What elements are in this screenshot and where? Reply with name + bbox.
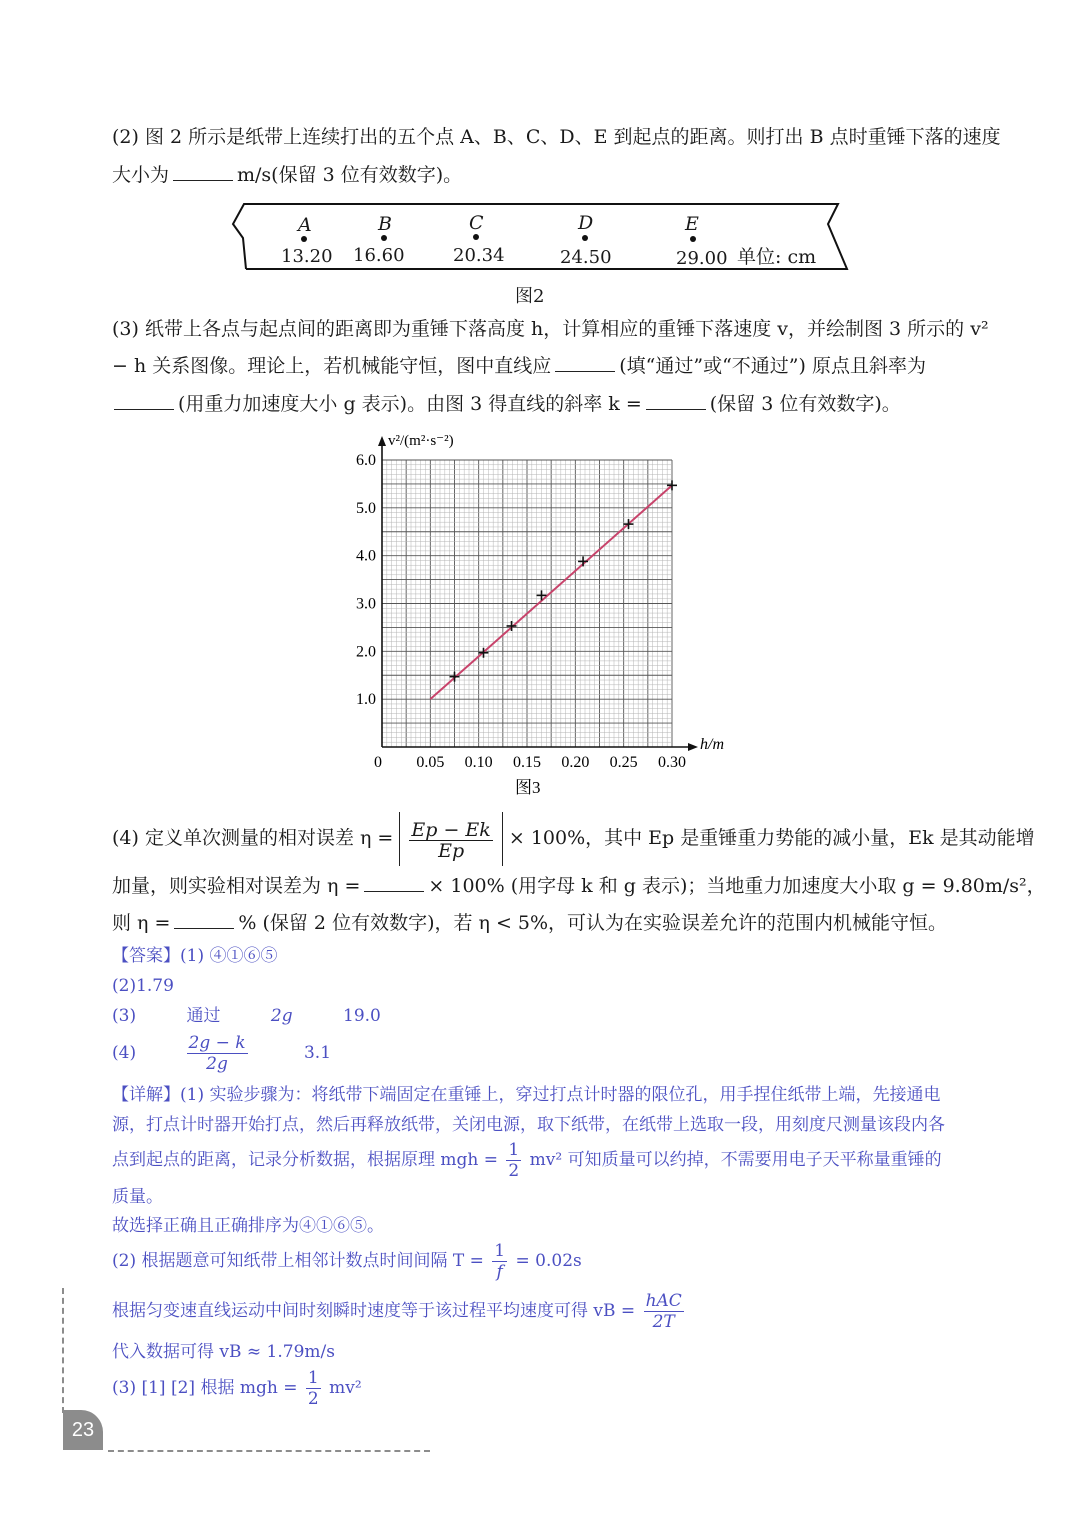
detail-3-half: [506, 1140, 521, 1181]
x-tick-label: 0.25: [609, 754, 638, 771]
answer-4-num: 2g − k: [188, 1033, 246, 1053]
y-tick-label: 3.0: [356, 595, 376, 613]
q4-line2-pre: 加量，则实验相对误差为 η =: [112, 875, 361, 897]
v2-h-chart: [340, 425, 740, 797]
detail-6-den: f: [496, 1262, 503, 1282]
answer-4-fraction: [187, 1033, 248, 1074]
page-number: 23: [63, 1410, 103, 1450]
detail-7-fraction: [644, 1291, 684, 1332]
tape-label-d: D: [578, 212, 594, 234]
chart-marks: [430, 480, 677, 699]
q4-num: Ep − Ek: [411, 818, 491, 841]
x-tick-label: 0.05: [416, 754, 445, 771]
q2-line1: (2) 图 2 所示是纸带上连续打出的五个点 A、B、C、D、E 到起点的距离。则打出 B 点时重锤下落的速度: [112, 126, 1001, 148]
answer-3-v1: 通过: [186, 1006, 221, 1026]
y-tick-label: 1.0: [356, 691, 376, 709]
detail-9-half-den: 2: [307, 1389, 319, 1409]
tape-dot-d: [582, 235, 588, 241]
detail-4: 质量。: [112, 1187, 163, 1207]
data-point: [578, 556, 588, 566]
q4-line2: [112, 873, 1046, 899]
figure3-caption: 图3: [515, 778, 541, 797]
detail-6-pre: (2) 根据题意可知纸带上相邻计数点时间间隔 T =: [112, 1251, 484, 1271]
q4-line1: [112, 812, 1035, 866]
chart-xlabel: h/m: [700, 736, 724, 753]
tape-label-a: A: [298, 214, 312, 236]
q3-line3: [114, 391, 901, 417]
detail-1: 【详解】(1) 实验步骤为：将纸带下端固定在重锤上，穿过打点计时器的限位孔，用手捏住纸带上端，先接通电: [112, 1085, 941, 1105]
q3-blank-slope-expr[interactable]: [114, 391, 174, 410]
q4-den: Ep: [438, 839, 465, 862]
q2-line2-post: m/s(保留 3 位有效数字)。: [237, 164, 463, 186]
detail-5: 故选择正确且正确排序为④①⑥⑤。: [112, 1216, 384, 1236]
answer-4-den: 2g: [206, 1054, 228, 1074]
detail-7-pre: 根据匀变速直线运动中间时刻瞬时速度等于该过程平均速度可得 vB =: [112, 1301, 636, 1321]
detail-2: 源，打点计时器开始打点，然后再释放纸带，关闭电源，取下纸带，在纸带上选取一段，用刻度尺测量该段内各: [112, 1115, 945, 1135]
tape-label-b: B: [378, 213, 392, 235]
y-tick-label: 6.0: [356, 452, 376, 469]
q3-blank-pass[interactable]: [555, 353, 615, 372]
q3-line1: (3) 纸带上各点与起点间的距离即为重锤下落高度 h，计算相应的重锤下落速度 v，并绘制图 3 所示的 v²: [112, 318, 989, 340]
answer-3-v2: 2g: [270, 1006, 293, 1026]
answer-4-label: (4): [112, 1043, 137, 1063]
tape-dot-b: [381, 235, 387, 241]
tape-dot-e: [690, 236, 696, 242]
tape-value-a: 13.20: [281, 246, 333, 267]
detail-9-half: [306, 1368, 321, 1409]
tape-label-e: E: [685, 213, 699, 235]
detail-3: [112, 1137, 942, 1183]
q3-line2-pre: − h 关系图像。理论上，若机械能守恒，图中直线应: [112, 355, 552, 377]
q2-blank[interactable]: [173, 162, 233, 181]
detail-6: [112, 1238, 582, 1284]
answer-4: [112, 1030, 331, 1076]
detail-3-pre: 点到起点的距离，记录分析数据，根据原理 mgh =: [112, 1150, 499, 1170]
q4-pre: (4) 定义单次测量的相对误差 η =: [112, 827, 394, 849]
tape-unit: 单位: cm: [737, 246, 817, 268]
y-tick-label: 2.0: [356, 643, 376, 661]
detail-7: [112, 1288, 687, 1334]
detail-6-num: 1: [494, 1241, 506, 1261]
tape-value-b: 16.60: [353, 245, 405, 266]
detail-3-half-den: 2: [508, 1161, 520, 1181]
q3-line2: [112, 353, 926, 379]
q4-blank-value[interactable]: [174, 910, 234, 929]
q4-line3: [112, 910, 947, 936]
q4-line3-pre: 则 η =: [112, 912, 171, 934]
detail-9-post: mv²: [329, 1378, 362, 1398]
q4-post: × 100%，其中 Ep 是重锤重力势能的减小量，Ek 是其动能增: [508, 827, 1035, 849]
tape-dot-a: [301, 236, 307, 242]
x-tick-label: 0.15: [513, 754, 541, 771]
y-tick-label: 4.0: [356, 547, 376, 565]
figure2-caption: 图2: [515, 286, 545, 307]
answer-3-label: (3): [112, 1006, 137, 1026]
x-tick-label: 0.20: [561, 754, 590, 771]
detail-6-post: = 0.02s: [515, 1251, 582, 1271]
detail-9-half-num: 1: [307, 1368, 319, 1388]
tape-label-c: C: [469, 212, 484, 234]
q3-line3-a: (用重力加速度大小 g 表示)。由图 3 得直线的斜率 k =: [178, 393, 642, 415]
tape-value-e: 29.00: [676, 248, 728, 269]
tape-dot-c: [473, 234, 479, 240]
detail-7-den: 2T: [652, 1312, 675, 1332]
y-axis-arrow: [378, 436, 386, 446]
detail-7-num: hAC: [645, 1291, 682, 1311]
detail-8: 代入数据可得 vB ≈ 1.79m/s: [112, 1342, 335, 1362]
page-dashed-vertical: [62, 1288, 64, 1413]
detail-3-post: mv² 可知质量可以约掉，不需要用电子天平称量重锤的: [529, 1150, 942, 1170]
answer-2: (2)1.79: [112, 976, 174, 996]
x-axis-arrow: [688, 743, 698, 751]
q3-line2-post: (填“通过”或“不通过”) 原点且斜率为: [619, 355, 926, 377]
q2-line2: [112, 162, 462, 188]
q4-blank-expr[interactable]: [364, 873, 424, 892]
x-tick-label: 0.30: [658, 754, 686, 771]
answer-4-v2: 3.1: [303, 1043, 332, 1063]
q4-fraction: [409, 820, 492, 861]
answer-3-v3: 19.0: [343, 1006, 381, 1026]
q3-blank-slope-value[interactable]: [646, 391, 706, 410]
answer-1: 【答案】(1) ④①⑥⑤: [112, 946, 278, 966]
y-tick-label: 5.0: [356, 499, 376, 517]
x-tick-label: 0: [374, 754, 382, 771]
q3-line3-b: (保留 3 位有效数字)。: [709, 393, 901, 415]
q4-abs: [399, 812, 502, 866]
answer-3: [112, 1003, 381, 1029]
q4-line2-post: × 100% (用字母 k 和 g 表示)；当地重力加速度大小取 g = 9.80m/s²，: [428, 875, 1046, 897]
detail-6-fraction: [492, 1241, 507, 1282]
tape-value-c: 20.34: [453, 245, 505, 266]
detail-9-pre: (3) [1] [2] 根据 mgh =: [112, 1378, 298, 1398]
chart-ylabel: v²/(m²·s⁻²): [388, 433, 454, 449]
x-tick-label: 0.10: [464, 754, 493, 771]
detail-3-half-num: 1: [508, 1140, 520, 1160]
q2-line2-pre: 大小为: [112, 164, 170, 186]
detail-9: [112, 1365, 362, 1411]
page-dashed-horizontal: [108, 1450, 430, 1452]
tape-value-d: 24.50: [560, 247, 612, 268]
q4-line3-post: % (保留 2 位有效数字)，若 η < 5%，可认为在实验误差允许的范围内机械能守恒。: [238, 912, 948, 934]
chart-grid: [382, 460, 672, 747]
